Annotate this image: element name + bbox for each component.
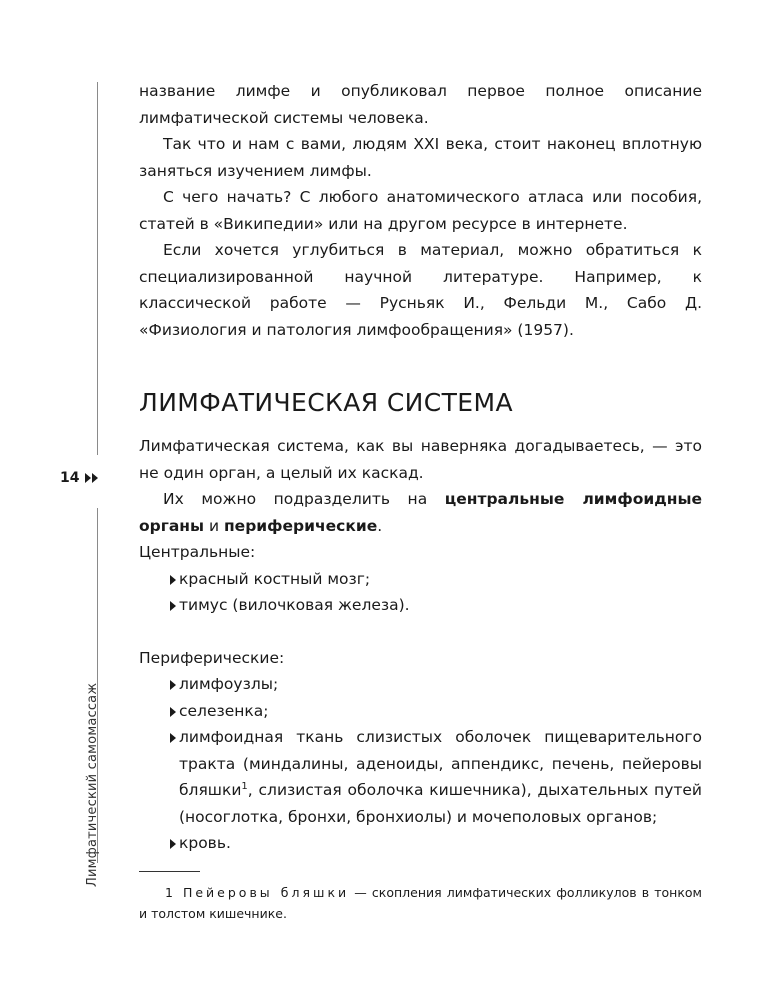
intro-paragraph-1: название лимфе и опубликовал первое полное описание лимфатической системы человека. (139, 82, 702, 127)
page-number-value: 14 (60, 470, 80, 486)
footnote-rule (139, 871, 200, 872)
term-peripheral: периферические (223, 516, 378, 535)
intro-paragraph-4: Если хочется углубиться в материал, можно обратиться к специализированной научной литературе. Например, к классической работе — Русньяк И., Фельди М., Сабо Д. «Физиология и патология лимфообращения» (1957). (139, 241, 702, 339)
running-title: Лимфатический самомассаж (85, 682, 100, 887)
intro-paragraph-3: С чего начать? С любого анатомического атласа или пособия, статей в «Википедии» или на другом ресурсе в интернете. (139, 188, 702, 233)
list-item: лимфоузлы; (139, 671, 702, 698)
page-content (139, 78, 702, 924)
intro-paragraph-2: Так что и нам с вами, людям XXI века, стоит наконец вплотную заняться изучением лимфы. (139, 135, 702, 180)
footnote-term: Пейеровы бляшки (182, 884, 350, 900)
double-arrow-icon (85, 473, 99, 483)
footnote: 1 Пейеровы бляшки — скопления лимфатических фолликулов в тонком и толстом кишечнике. (139, 884, 702, 921)
list-item: лимфоидная ткань слизистых оболочек пищеварительного тракта (миндалины, аденоиды, аппендикс, печень, пейеровы бляшки$^1$, слизистая оболочка кишечника), дыхательных путей (носоглотка, бронхи, бронхиолы) и мочеполовых органов; (139, 724, 702, 830)
section-heading: ЛИМФАТИЧЕСКАЯ СИСТЕМА (139, 388, 513, 417)
bullet-arrow-icon (170, 707, 176, 717)
margin-rule-top (97, 82, 98, 455)
bullet-arrow-icon (170, 733, 176, 743)
peripheral-list (139, 671, 702, 857)
list-item: красный костный мозг; (139, 566, 702, 593)
central-label: Центральные: (139, 543, 256, 561)
bullet-arrow-icon (170, 575, 176, 585)
peripheral-label: Периферические: (139, 648, 285, 667)
footnote-ref: 1 (241, 780, 248, 792)
list-item: селезенка; (139, 698, 702, 725)
bullet-arrow-icon (170, 601, 176, 611)
page-number (60, 470, 120, 486)
section-paragraph-2: Их можно подразделить на центральные лимфоидные органы и периферические. (139, 490, 702, 535)
list-item: тимус (вилочковая железа). (139, 592, 702, 619)
bullet-arrow-icon (170, 839, 176, 849)
central-list (139, 566, 702, 619)
list-item: кровь. (139, 830, 702, 857)
section-paragraph-1: Лимфатическая система, как вы наверняка догадываетесь, — это не один орган, а целый их каскад. (139, 437, 702, 482)
bullet-arrow-icon (170, 680, 176, 690)
term-central: центральные лимфоидные органы (139, 490, 702, 535)
